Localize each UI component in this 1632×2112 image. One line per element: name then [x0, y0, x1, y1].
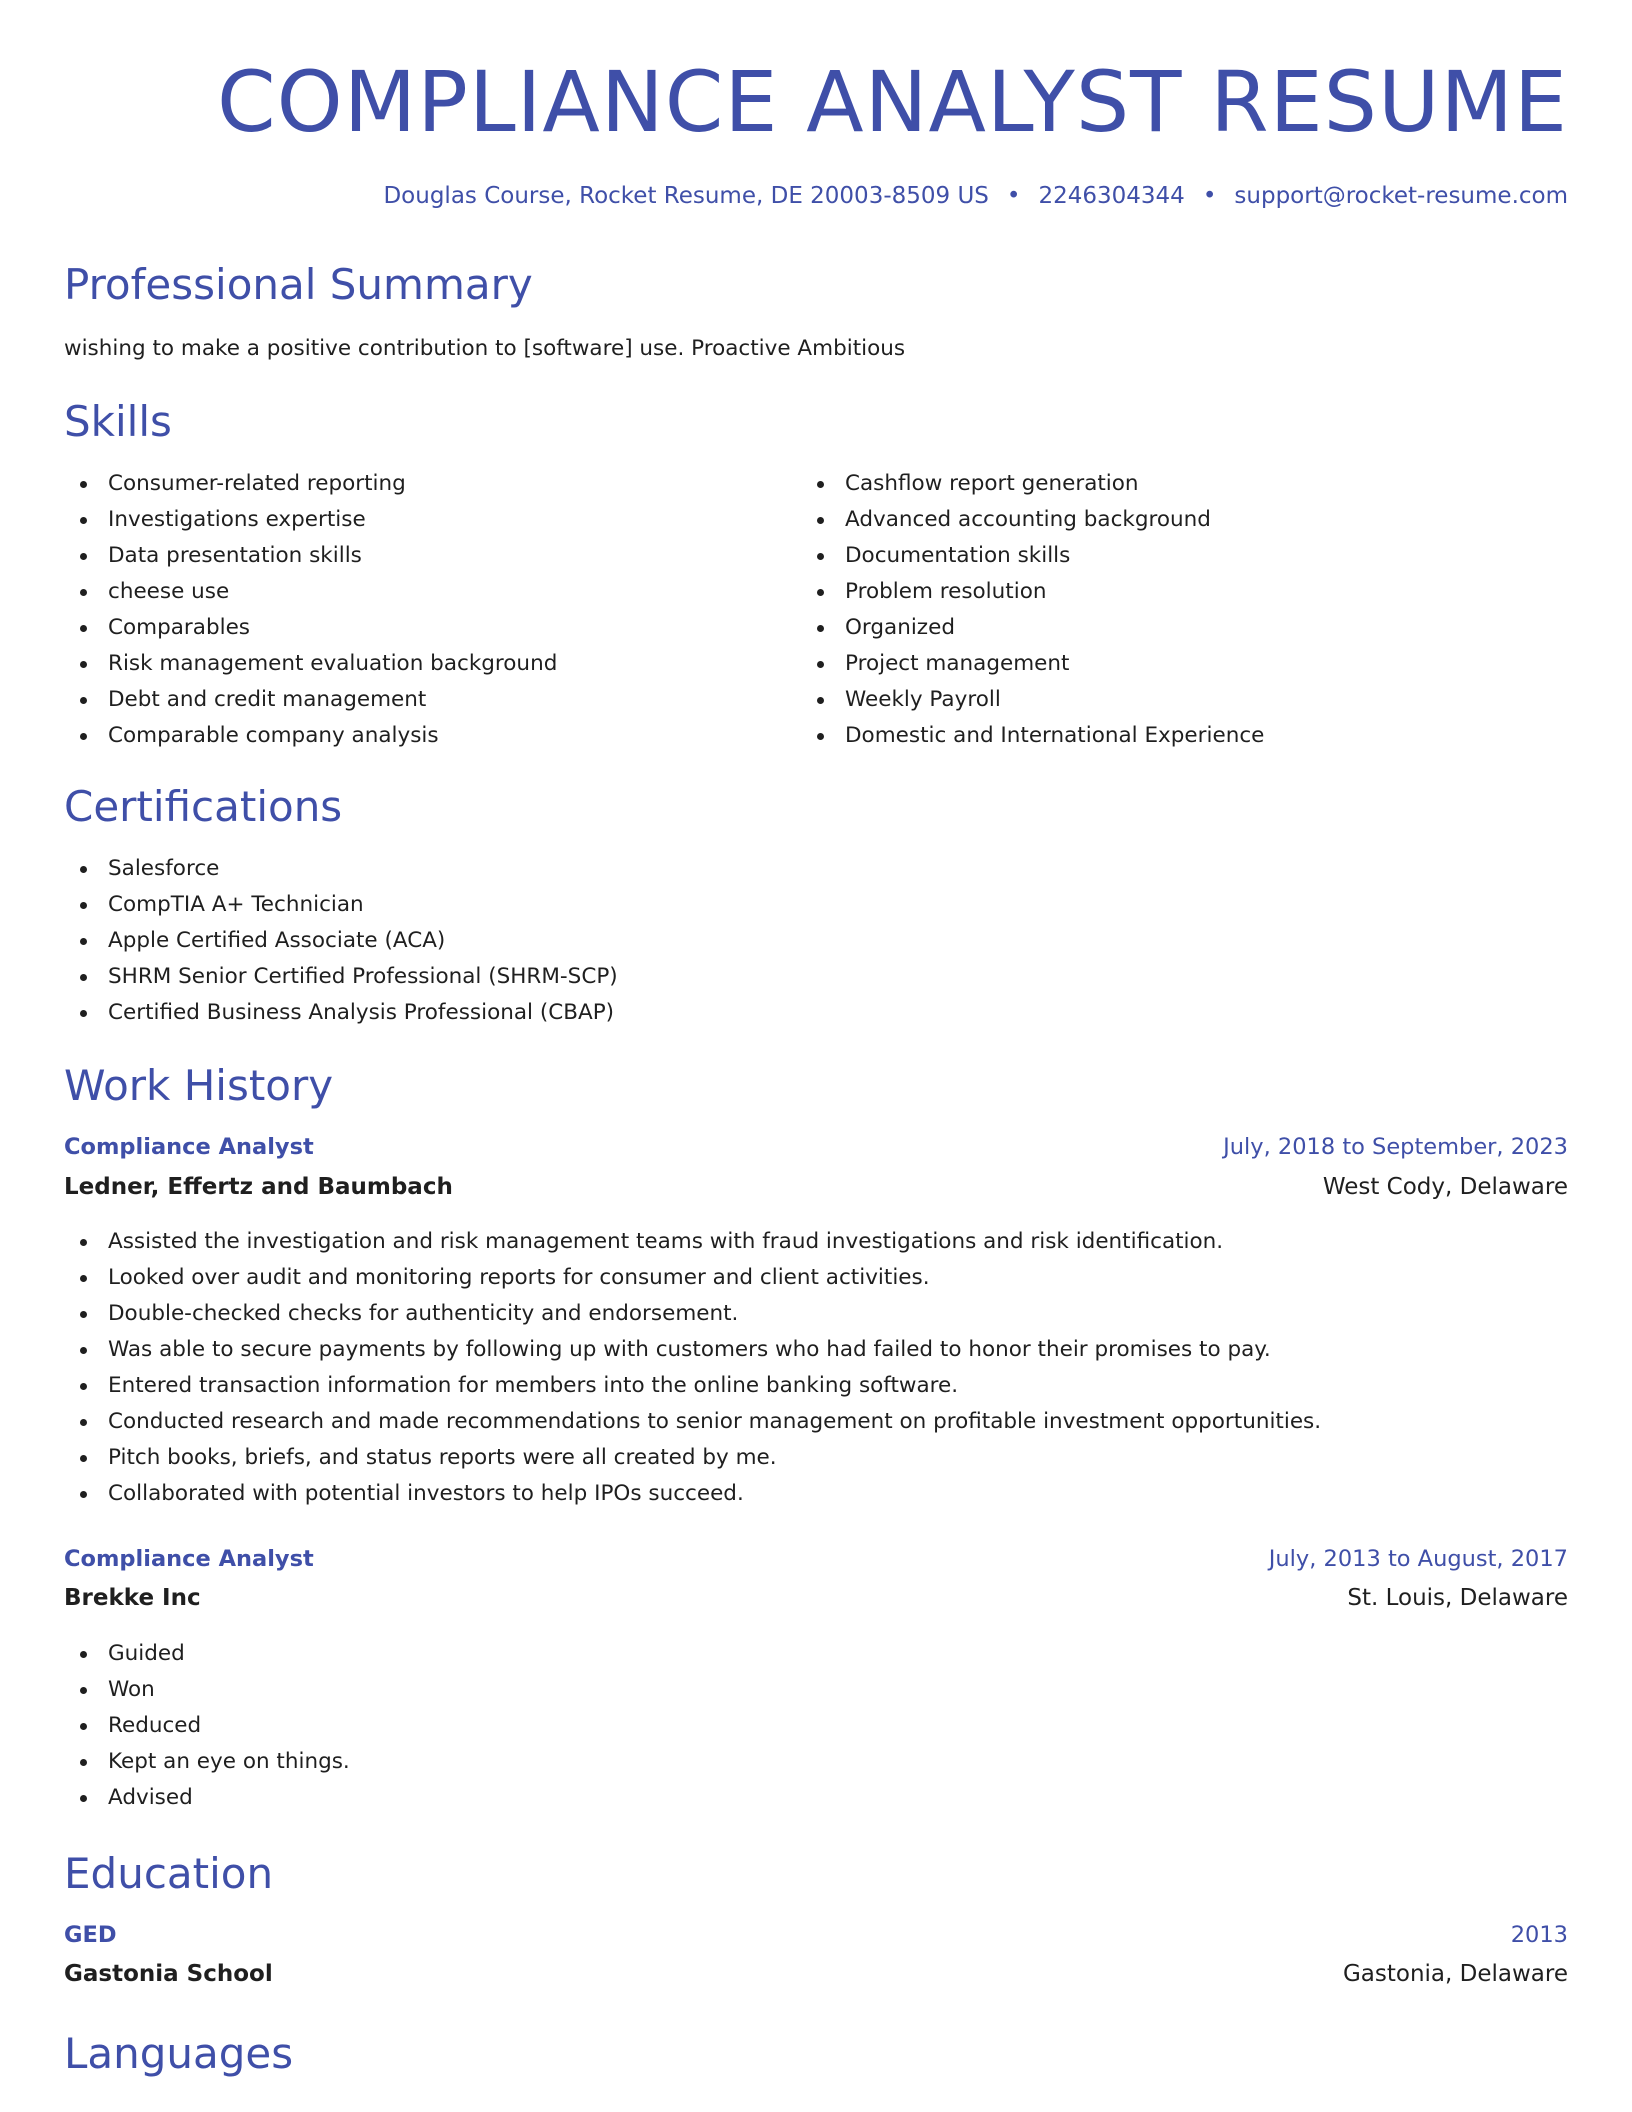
- job-location: St. Louis, Delaware: [1347, 1585, 1568, 1611]
- skills-list-left: [64, 466, 557, 754]
- certification-item: SHRM Senior Certified Professional (SHRM-SCP): [64, 959, 618, 995]
- certification-item: Certified Business Analysis Professional (CBAP): [64, 995, 618, 1031]
- job-duty: Reduced: [64, 1708, 350, 1744]
- skill-item: Project management: [801, 646, 1264, 682]
- job-title: Compliance Analyst: [64, 1134, 314, 1160]
- job-title: Compliance Analyst: [64, 1546, 314, 1572]
- skill-item: Cashflow report generation: [801, 466, 1264, 502]
- skills-list-right: [801, 466, 1264, 754]
- skill-item: Advanced accounting background: [801, 502, 1264, 538]
- job-dates: July, 2013 to August, 2017: [1268, 1546, 1568, 1572]
- languages-heading: Languages: [64, 2029, 294, 2078]
- certifications-list: [64, 851, 618, 1031]
- skill-item: Investigations expertise: [64, 502, 557, 538]
- skill-item: Domestic and International Experience: [801, 718, 1264, 754]
- job-duty: Conducted research and made recommendations to senior management on profitable investment opportunities.: [64, 1404, 1321, 1440]
- school-name: Gastonia School: [64, 1961, 273, 1987]
- skill-item: cheese use: [64, 574, 557, 610]
- job-duty: Assisted the investigation and risk management teams with fraud investigations and risk identification.: [64, 1224, 1321, 1260]
- contact-email: support@rocket-resume.com: [1234, 183, 1568, 209]
- skill-item: Problem resolution: [801, 574, 1264, 610]
- contact-address: Douglas Course, Rocket Resume, DE 20003-8509 US: [383, 183, 989, 209]
- job-duty: Was able to secure payments by following up with customers who had failed to honor their promises to pay.: [64, 1332, 1321, 1368]
- skill-item: Data presentation skills: [64, 538, 557, 574]
- certification-item: Apple Certified Associate (ACA): [64, 923, 618, 959]
- job-duty: Guided: [64, 1636, 350, 1672]
- school-location: Gastonia, Delaware: [1342, 1961, 1568, 1987]
- job-duty: Advised: [64, 1780, 350, 1816]
- skills-heading: Skills: [64, 397, 172, 446]
- education-heading: Education: [64, 1849, 274, 1898]
- job-duty: Looked over audit and monitoring reports for consumer and client activities.: [64, 1260, 1321, 1296]
- employer-name: Brekke Inc: [64, 1585, 201, 1611]
- skill-item: Weekly Payroll: [801, 682, 1264, 718]
- certification-item: Salesforce: [64, 851, 618, 887]
- contact-line: [383, 181, 1568, 211]
- skill-item: Risk management evaluation background: [64, 646, 557, 682]
- job-dates: July, 2018 to September, 2023: [1223, 1134, 1568, 1160]
- job-duty: Pitch books, briefs, and status reports were all created by me.: [64, 1440, 1321, 1476]
- skill-item: Comparable company analysis: [64, 718, 557, 754]
- job-duty: Double-checked checks for authenticity and endorsement.: [64, 1296, 1321, 1332]
- degree: GED: [64, 1922, 117, 1948]
- skill-item: Consumer-related reporting: [64, 466, 557, 502]
- job-duties-list: [64, 1224, 1321, 1512]
- summary-text: wishing to make a positive contribution to [software] use. Proactive Ambitious: [64, 336, 906, 361]
- contact-separator: •: [1202, 183, 1217, 209]
- summary-heading: Professional Summary: [64, 260, 533, 309]
- job-duty: Entered transaction information for members into the online banking software.: [64, 1368, 1321, 1404]
- job-duty: Won: [64, 1672, 350, 1708]
- skill-item: Debt and credit management: [64, 682, 557, 718]
- employer-name: Ledner, Effertz and Baumbach: [64, 1174, 453, 1200]
- contact-phone: 2246304344: [1038, 183, 1185, 209]
- job-duties-list: [64, 1636, 350, 1816]
- contact-separator: •: [1006, 183, 1021, 209]
- job-duty: Collaborated with potential investors to help IPOs succeed.: [64, 1476, 1321, 1512]
- resume-title: COMPLIANCE ANALYST RESUME: [216, 53, 1568, 151]
- education-year: 2013: [1510, 1922, 1568, 1948]
- skill-item: Documentation skills: [801, 538, 1264, 574]
- skill-item: Organized: [801, 610, 1264, 646]
- job-duty: Kept an eye on things.: [64, 1744, 350, 1780]
- certification-item: CompTIA A+ Technician: [64, 887, 618, 923]
- certifications-heading: Certifications: [64, 782, 343, 831]
- skill-item: Comparables: [64, 610, 557, 646]
- job-location: West Cody, Delaware: [1322, 1174, 1568, 1200]
- work-history-heading: Work History: [64, 1061, 334, 1110]
